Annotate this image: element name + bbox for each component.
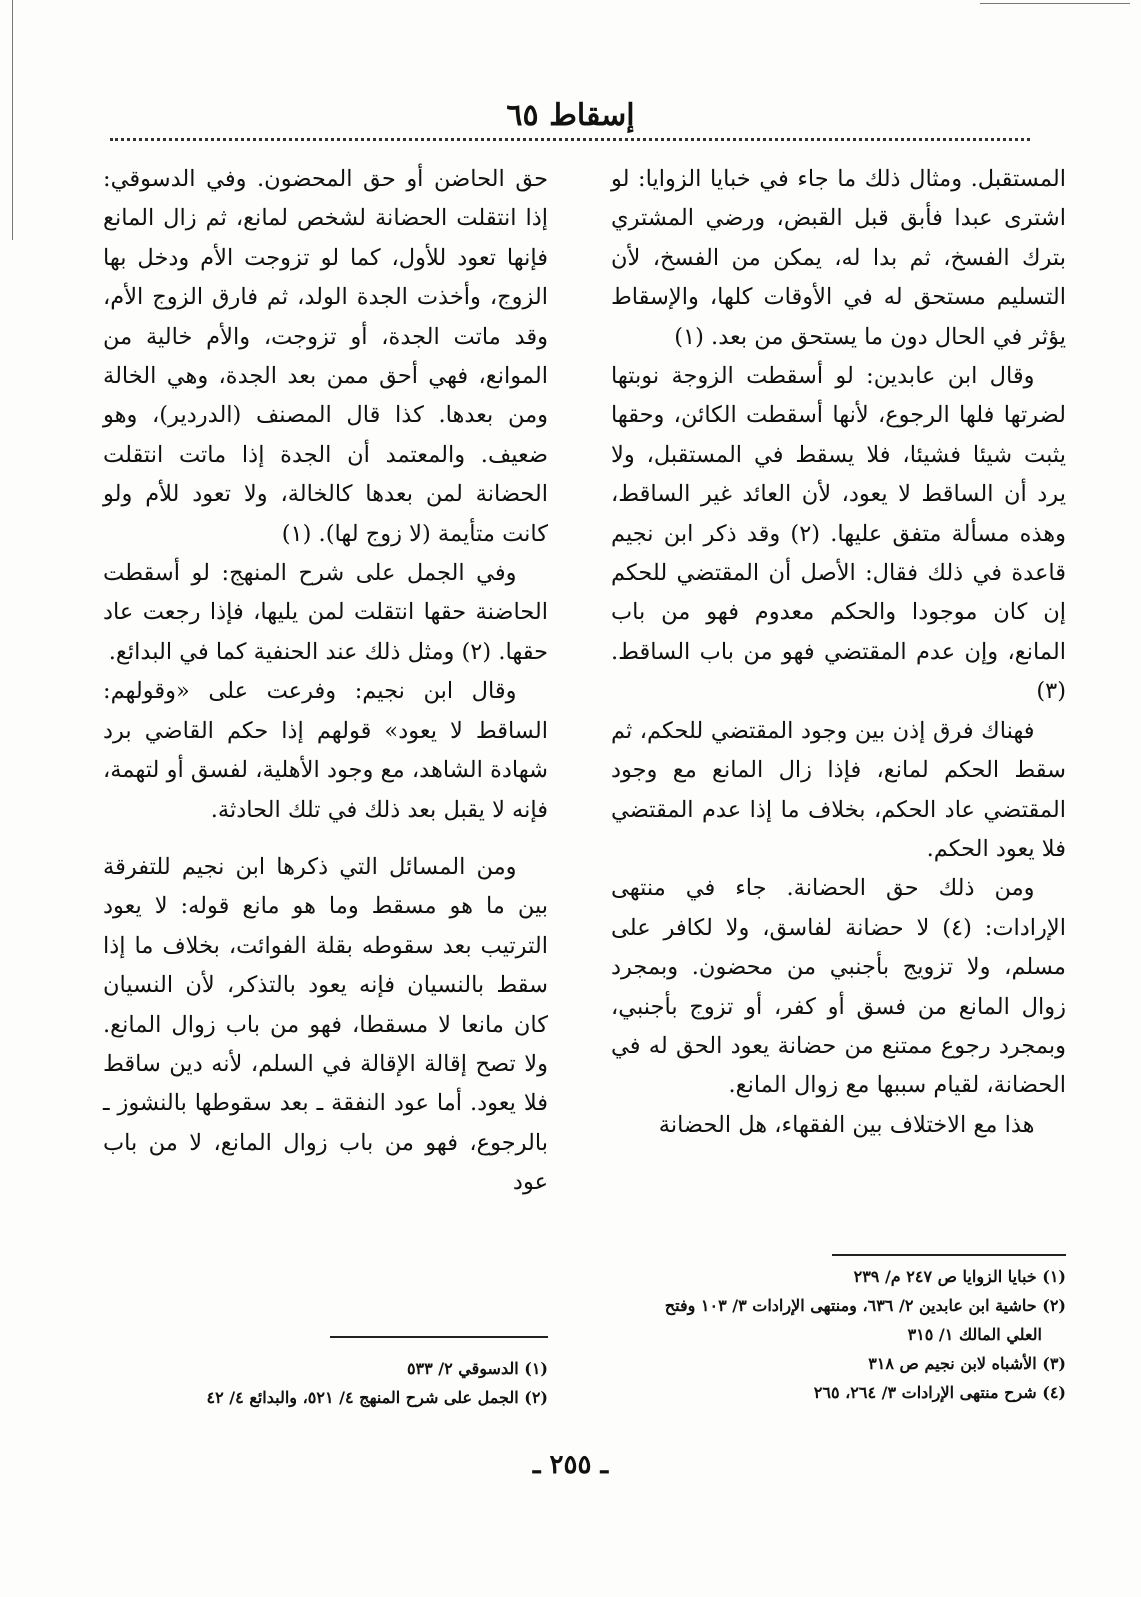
footnote-item: (٣) الأشباه لابن نجيم ص ٣١٨ xyxy=(868,1354,1066,1373)
left-paragraph-2: وفي الجمل على شرح المنهج: لو أسقطت الحاضنة حقها انتقلت لمن يليها، فإذا رجعت عاد حقها. (٢) ومثل ذلك عند الحنفية كما في البدائع. xyxy=(103,560,548,665)
header-dotted-rule xyxy=(110,138,1030,141)
footnote-item-continuation: العلي المالك ١/ ٣١٥ xyxy=(907,1325,1042,1344)
page-number: ـ ٢٥٥ ـ xyxy=(532,1450,609,1480)
footnote-separator-left xyxy=(330,1336,548,1338)
scan-edge-line xyxy=(980,3,1130,4)
footnote-item: (١) خبايا الزوايا ص ٢٤٧ م/ ٢٣٩ xyxy=(853,1267,1066,1286)
running-header-title: إسقاط ٦٥ xyxy=(506,98,635,133)
right-paragraph-4: ومن ذلك حق الحضانة. جاء في منتهى الإرادات: (٤) لا حضانة لفاسق، ولا لكافر على مسلم، ولا تزويج بأجنبي من محضون. وبمجرد زوال المانع من فسق أو كفر، أو تزوج بأجنبي، وبمجرد رجوع ممتنع من حضانة يعود الحق له في الحضانة، لقيام سببها مع زوال المانع. xyxy=(611,875,1066,1099)
footnote-item: (٤) شرح منتهى الإرادات ٣/ ٢٦٤، ٢٦٥ xyxy=(813,1383,1066,1402)
footnotes-left xyxy=(103,1354,548,1412)
footnote-separator-right xyxy=(832,1254,1066,1256)
right-paragraph-2: وقال ابن عابدين: لو أسقطت الزوجة نوبتها لضرتها فلها الرجوع، لأنها أسقطت الكائن، وحقها يثبت شيئا فشيئا، فلا يسقط في المستقبل، ولا يرد أن الساقط لا يعود، لأن العائد غير الساقط، وهذه مسألة متفق عليها. (٢) وقد ذكر ابن نجيم قاعدة في ذلك فقال: الأصل أن المقتضي للحكم إن كان موجودا والحكم معدوم فهو من باب المانع، وإن عدم المقتضي فهو من باب الساقط. (٣) xyxy=(611,363,1066,705)
footnote-item: (٢) الجمل على شرح المنهج ٤/ ٥٢١، والبدائع ٤/ ٤٢ xyxy=(206,1388,548,1407)
left-text-column xyxy=(103,160,548,1203)
left-paragraph-4: ومن المسائل التي ذكرها ابن نجيم للتفرقة بين ما هو مسقط وما هو مانع قوله: لا يعود الترتيب بعد سقوطه بقلة الفوائت، بخلاف ما إذا سقط بالنسيان فإنه يعود بالتذكر، لأن النسيان كان مانعا لا مسقطا، فهو من باب زوال المانع. ولا تصح إقالة الإقالة في السلم، لأنه دين ساقط فلا يعود. أما عود النفقة ـ بعد سقوطها بالنشوز ـ بالرجوع، فهو من باب زوال المانع، لا من باب عود xyxy=(103,853,548,1196)
right-paragraph-5: هذا مع الاختلاف بين الفقهاء، هل الحضانة xyxy=(658,1111,1035,1138)
right-text-column xyxy=(611,160,1066,1145)
footnotes-right xyxy=(612,1262,1066,1407)
footnote-item: (٢) حاشية ابن عابدين ٢/ ٦٣٦، ومنتهى الإرادات ٣/ ١٠٣ وفتح xyxy=(664,1296,1066,1315)
paragraph-gap xyxy=(103,830,548,848)
footnote-item: (١) الدسوقي ٢/ ٥٣٣ xyxy=(406,1359,548,1378)
left-paragraph-1: حق الحاضن أو حق المحضون. وفي الدسوقي: إذا انتقلت الحضانة لشخص لمانع، ثم زال المانع فإنها تعود للأول، كما لو تزوجت الأم ودخل بها الزوج، وأخذت الجدة الولد، ثم فارق الزوج الأم، وقد ماتت الجدة، أو تزوجت، والأم خالية من الموانع، فهي أحق ممن بعد الجدة، وهي الخالة ومن بعدها. كذا قال المصنف (الدردير)، وهو ضعيف. والمعتمد أن الجدة إذا ماتت انتقلت الحضانة لمن بعدها كالخالة، ولا تعود للأم ولو كانت متأيمة (لا زوج لها). (١) xyxy=(103,166,548,547)
right-paragraph-1: المستقبل. ومثال ذلك ما جاء في خبايا الزوايا: لو اشترى عبدا فأبق قبل القبض، ورضي المشتري بترك الفسخ، ثم بدا له، يمكن من الفسخ، لأن التسليم مستحق له في الأوقات كلها، والإسقاط يؤثر في الحال دون ما يستحق من بعد. (١) xyxy=(611,166,1066,350)
right-paragraph-3: فهناك فرق إذن بين وجود المقتضي للحكم، ثم سقط الحكم لمانع، فإذا زال المانع مع وجود المقتضي عاد الحكم، بخلاف ما إذا عدم المقتضي فلا يعود الحكم. xyxy=(611,717,1066,862)
scan-edge-line xyxy=(12,0,13,240)
left-paragraph-3: وقال ابن نجيم: وفرعت على «وقولهم: الساقط لا يعود» قولهم إذا حكم القاضي برد شهادة الشاهد، مع وجود الأهلية، لفسق أو لتهمة، فإنه لا يقبل بعد ذلك في تلك الحادثة. xyxy=(103,678,548,823)
